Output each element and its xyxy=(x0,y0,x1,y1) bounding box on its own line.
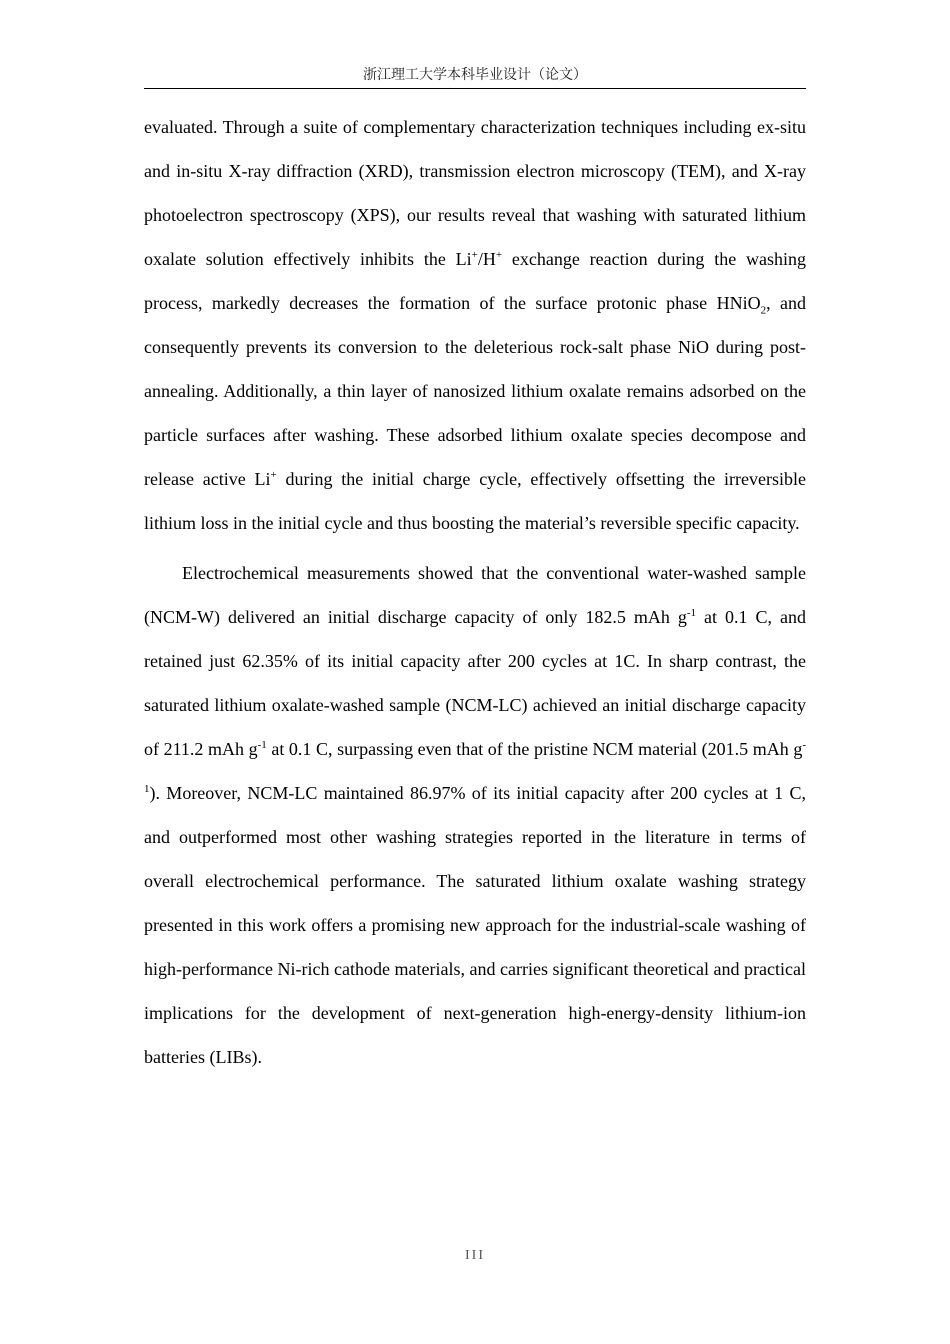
paragraph-1-text-e: during the initial charge cycle, effectively offsetting the irreversible lithium loss in the initial cycle and thus boosting the material’s reversible specific capacity. xyxy=(144,469,806,533)
paragraph-2 xyxy=(144,551,806,1079)
page-header: 浙江理工大学本科毕业设计（论文） xyxy=(144,64,806,89)
superscript-plus: + xyxy=(495,249,503,261)
paragraph-2-text-b: at 0.1 C, and retained just 62.35% of its initial capacity after 200 cycles at 1C. In sharp contrast, the saturated lithium oxalate-washed sample (NCM-LC) achieved an initial discharge capacity of 211.2 mAh g xyxy=(144,607,806,759)
subscript-2: 2 xyxy=(760,304,767,317)
body-text xyxy=(144,105,806,1079)
paragraph-1-text-a: evaluated. Through a suite of complementary characterization techniques including ex-situ and in-situ X-ray diffraction (XRD), transmission electron microscopy (TEM), and X-ray photoelectron spectroscopy (XPS), our results reveal that washing with saturated lithium oxalate solution effectively inhibits the Li xyxy=(144,117,806,269)
superscript-neg1: -1 xyxy=(686,607,697,619)
paragraph-2-text-d: ). Moreover, NCM-LC maintained 86.97% of its initial capacity after 200 cycles at 1 C, and outperformed most other washing strategies reported in the literature in terms of overall electrochemical performance. The saturated lithium oxalate washing strategy presented in this work offers a promising new approach for the industrial-scale washing of high-performance Ni-rich cathode materials, and carries significant theoretical and practical implications for the development of next-generation high-energy-density lithium-ion batteries (LIBs). xyxy=(144,783,806,1067)
paragraph-1-text-b: /H xyxy=(477,249,496,269)
paragraph-2-text-a: Electrochemical measurements showed that the conventional water-washed sample (NCM-W) delivered an initial discharge capacity of only 182.5 mAh g xyxy=(144,563,806,627)
superscript-neg1: -1 xyxy=(144,739,806,795)
paragraph-2-text-c: at 0.1 C, surpassing even that of the pristine NCM material (201.5 mAh g xyxy=(266,739,803,759)
paragraph-1 xyxy=(144,105,806,545)
superscript-neg1: -1 xyxy=(257,739,267,751)
paragraph-1-text-c: exchange reaction during the washing process, markedly decreases the formation of the surface protonic phase HNiO xyxy=(144,249,806,313)
paragraph-1-text-d: , and consequently prevents its conversion to the deleterious rock-salt phase NiO during post-annealing. Additionally, a thin layer of nanosized lithium oxalate remains adsorbed on the particle surfaces after washing. These adsorbed lithium oxalate species decompose and release active Li xyxy=(144,293,806,489)
superscript-plus: + xyxy=(270,469,277,481)
page-number: III xyxy=(465,1248,485,1263)
superscript-plus: + xyxy=(471,249,478,261)
